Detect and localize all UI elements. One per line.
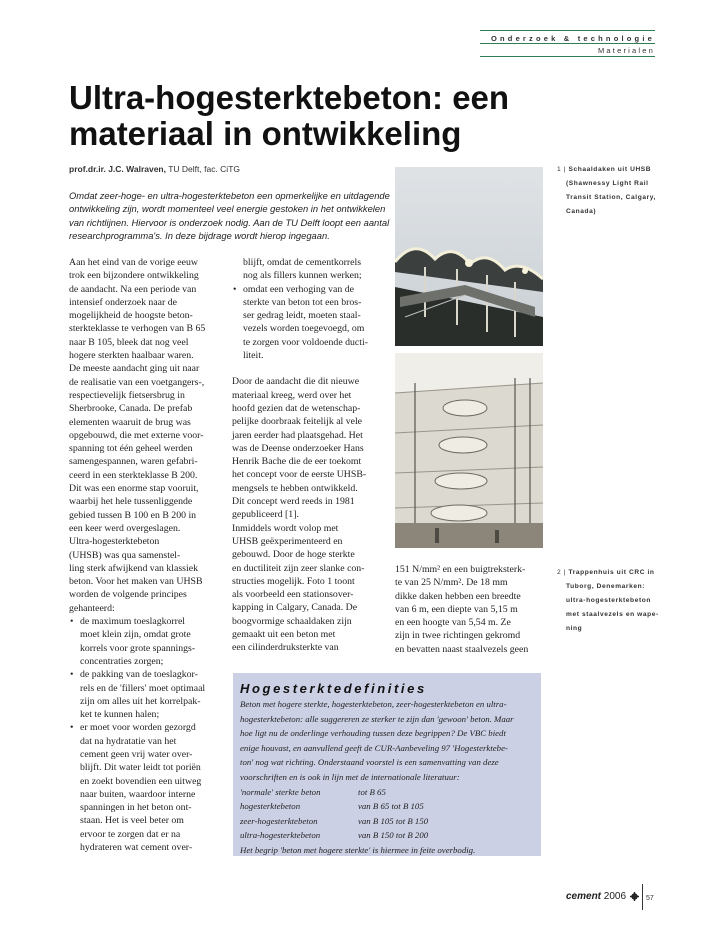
text-line: rels en de 'fillers' moet optimaal bbox=[80, 682, 206, 694]
text-line: mogelijkheid de hoogste beton- bbox=[69, 310, 193, 322]
page-number: 57 bbox=[646, 895, 654, 902]
text-line: naar buiten, waardoor interne bbox=[80, 788, 196, 800]
caption-line: Canada) bbox=[566, 208, 597, 215]
intro-paragraph bbox=[69, 189, 399, 243]
intro-line: researchprogramma's. In deze bijdrage wordt hierop ingegaan. bbox=[69, 230, 330, 242]
text-line: UHSB geëxperimenteerd en bbox=[232, 535, 343, 547]
definition-range: van B 105 tot B 150 bbox=[358, 815, 429, 826]
figure-1-caption bbox=[557, 163, 677, 219]
text-line: en bevatten naast staalvezels geen bbox=[395, 643, 529, 655]
text-line: gepubliceerd [1]. bbox=[232, 509, 299, 521]
intro-line: ontwikkeling zijn, wordt momenteel veel energie gestoken in het ontwikkelen bbox=[69, 203, 386, 215]
intro-line: Omdat zeer-hoge- en ultra-hogesterktebeton een opmerkelijke en uitdagende bbox=[69, 190, 390, 201]
text-line: structies mogelijk. Foto 1 toont bbox=[232, 575, 355, 587]
caption-line: met staalvezels en wape- bbox=[566, 611, 659, 618]
text-line: waarbij het hele tussenliggende bbox=[69, 496, 193, 508]
text-line: naar B 105, bleek dat nog veel bbox=[69, 336, 189, 348]
text-line: intensief onderzoek naar de bbox=[69, 296, 177, 308]
text-line: gemaakt uit een beton met bbox=[232, 629, 336, 641]
caption-line: Tuborg, Denemarken: bbox=[566, 583, 646, 590]
caption-line: (Shawnessy Light Rail bbox=[566, 180, 649, 187]
definitions-table bbox=[240, 785, 428, 843]
text-line: van 6 m, een diepte van 5,15 m bbox=[395, 603, 518, 615]
text-line: beton. Voor het maken van UHSB bbox=[69, 576, 203, 588]
text-line: concentraties zorgen; bbox=[80, 655, 164, 667]
box-title: Hogesterktedefinities bbox=[240, 681, 427, 696]
text-line: een keer werd overgeslagen. bbox=[69, 522, 181, 534]
text-line: sterkte van beton tot een bros- bbox=[243, 296, 362, 308]
text-line: zijn om alles uit het korrelpak- bbox=[80, 695, 201, 707]
text-line: en ductiliteit zijn zeer slanke con- bbox=[232, 562, 365, 574]
text-line: dat na hydratatie van het bbox=[80, 735, 177, 747]
text-line: • de maximum toeslagkorrel bbox=[80, 616, 186, 628]
text-line: staan. Het is veel beter om bbox=[80, 815, 184, 827]
text-line: dikke daken hebben een breedte bbox=[395, 590, 521, 602]
text-line: blijft. Dit water leidt tot poriën bbox=[80, 762, 201, 774]
magazine-name: cement bbox=[566, 891, 602, 902]
text-line: respectievelijk fietsersbrug in bbox=[69, 389, 185, 401]
text-line: cement geen vrij water over- bbox=[80, 748, 193, 760]
title-line-2: materiaal in ontwikkeling bbox=[69, 115, 462, 152]
subsection-label: Materialen bbox=[597, 46, 655, 55]
text-line: de realisatie van een voetgangers-, bbox=[69, 376, 205, 388]
text-line: was de Deense onderzoeker Hans bbox=[232, 442, 364, 454]
column-2 bbox=[232, 256, 392, 655]
gear-icon bbox=[630, 892, 639, 901]
text-line: ton' nog wat richting. Onderstaand voorstel is een samenvatting van deze bbox=[240, 757, 499, 768]
section-label: Onderzoek & technologie bbox=[490, 34, 655, 43]
figure-number: 2 | bbox=[557, 569, 567, 576]
text-line: hoofd gezien dat de wetenschap- bbox=[232, 402, 361, 414]
list-item bbox=[69, 615, 229, 668]
text-line: voorschriften en is ook in lijn met de internationale literatuur: bbox=[240, 771, 460, 782]
text-line: liteit. bbox=[243, 350, 264, 362]
photo-station-canopy bbox=[395, 167, 543, 346]
principles-list-continued bbox=[232, 283, 392, 363]
text-line: ser gedrag leidt, moeten staal- bbox=[243, 310, 361, 322]
text-line: trok een bijzondere ontwikkeling bbox=[69, 270, 199, 282]
author-name: prof.dr.ir. J.C. Walraven, bbox=[69, 164, 166, 174]
text-line: te van 25 N/mm². De 18 mm bbox=[395, 577, 508, 589]
definition-range: van B 150 tot B 200 bbox=[358, 830, 429, 841]
definition-term: hogesterktebeton bbox=[240, 801, 301, 812]
text-line: enige houvast, en aanvullend geeft de CUR-Aanbeveling 97 'Hogesterktebe- bbox=[240, 742, 508, 753]
text-line: de aandacht. Na een periode van bbox=[69, 283, 197, 295]
text-line: een cilinderdruksterkte van bbox=[232, 642, 339, 654]
header-rule-bottom bbox=[480, 56, 655, 57]
text-line: zijn in twee richtingen gekromd bbox=[395, 630, 521, 642]
text-line: korrels voor grote spannings- bbox=[80, 642, 196, 654]
text-line: Henrik Bache die de eer toekomt bbox=[232, 456, 362, 468]
text-line: gehanteerd: bbox=[69, 602, 115, 614]
text-line: Dit concept werd reeds in 1981 bbox=[232, 496, 355, 508]
text-line: jaren eerder had plaatsgehad. Het bbox=[232, 429, 363, 441]
text-line: Beton met hogere sterkte, hogesterktebeton, zeer-hogesterktebeton en ultra- bbox=[240, 699, 507, 709]
text-line: sterkteklasse te verhogen van B 65 bbox=[69, 323, 206, 335]
text-line: hogesterktebeton: alle suggereren ze sterker te zijn dan 'gewoon' beton. Maar bbox=[240, 713, 514, 724]
text-line: gebouwd. Door de hoge sterkte bbox=[232, 549, 355, 561]
footer bbox=[566, 891, 626, 902]
definitions-box bbox=[233, 673, 541, 856]
author-affiliation: TU Delft, fac. CiTG bbox=[166, 164, 240, 174]
text-line: te zorgen voor voldoende ducti- bbox=[243, 336, 368, 348]
text-line: (UHSB) was qua samenstel- bbox=[69, 549, 181, 561]
text-line: als voorbeeld een stationsover- bbox=[232, 589, 354, 601]
caption-line: Trappenhuis uit CRC in bbox=[568, 569, 655, 576]
figure-number: 1 | bbox=[557, 166, 567, 173]
text-line: vezels worden toegevoegd, om bbox=[243, 323, 365, 335]
author-line bbox=[69, 164, 240, 174]
text-line: het concept voor de eerste UHSB- bbox=[232, 469, 367, 481]
caption-line: ultra-hogesterktebeton bbox=[566, 597, 652, 604]
caption-line: Schaaldaken uit UHSB bbox=[568, 166, 652, 173]
photo-staircase bbox=[395, 353, 543, 548]
text-line: hoe ligt nu de onderlinge verhouding tussen deze begrippen? De VBC biedt bbox=[240, 728, 506, 739]
text-line: • de pakking van de toeslagkor- bbox=[80, 669, 198, 681]
header-rule-top bbox=[480, 30, 655, 31]
text-line: Dit was een enorme stap vooruit, bbox=[69, 483, 199, 495]
text-line: hydrateren wat cement over- bbox=[80, 842, 193, 854]
text-line: • er moet voor worden gezorgd bbox=[80, 722, 196, 734]
magazine-year: 2006 bbox=[603, 891, 627, 902]
text-line: Aan het eind van de vorige eeuw bbox=[69, 257, 198, 268]
text-line: hogere sterkten haalbaar waren. bbox=[69, 350, 194, 362]
figure-2-caption bbox=[557, 566, 677, 636]
text-line: kapping in Calgary, Canada. De bbox=[232, 602, 358, 614]
article-title bbox=[69, 80, 509, 152]
text-line: 151 N/mm² en een buigtreksterk- bbox=[395, 564, 526, 575]
text-line: worden de volgende principes bbox=[69, 589, 187, 601]
text-line: • omdat een verhoging van de bbox=[243, 283, 354, 295]
column-3 bbox=[395, 563, 545, 656]
text-line: ling sterk afwijkend van klassiek bbox=[69, 562, 198, 574]
text-line: ket te kunnen halen; bbox=[80, 709, 160, 721]
text-line: Door de aandacht die dit nieuwe bbox=[232, 376, 360, 388]
table-row bbox=[240, 828, 428, 843]
table-row bbox=[240, 799, 428, 814]
text-line: boogvormige schaaldaken zijn bbox=[232, 615, 352, 627]
text-line: elementen waaruit de brug was bbox=[69, 416, 191, 428]
header-rule-mid bbox=[480, 43, 655, 44]
text-line: en een hoogte van 5,54 m. Ze bbox=[395, 617, 511, 629]
text-line: en zoekt bovendien een uitweg bbox=[80, 775, 202, 787]
text-line: samengespannen, waren gefabri- bbox=[69, 456, 198, 468]
text-line: gebied tussen B 100 en B 200 in bbox=[69, 509, 197, 521]
text-line: blijft, omdat de cementkorrels bbox=[243, 257, 362, 268]
definition-term: ultra-hogesterktebeton bbox=[240, 830, 321, 841]
title-line-1: Ultra-hogesterktebeton: een bbox=[69, 79, 510, 116]
text-line: nog als fillers kunnen werken; bbox=[243, 270, 362, 282]
text-line: Ultra-hogesterktebeton bbox=[69, 536, 160, 548]
definition-term: zeer-hogesterktebeton bbox=[240, 815, 318, 826]
box-note: Het begrip 'beton met hogere sterkte' is hiermee in feite overbodig. bbox=[240, 844, 476, 855]
text-line: ervoor te zorgen dat er na bbox=[80, 828, 181, 840]
text-line: moet klein zijn, omdat grote bbox=[80, 629, 191, 641]
principles-list bbox=[69, 615, 229, 854]
caption-line: Transit Station, Calgary, bbox=[566, 194, 656, 201]
text-line: pelijke doorbraak feitelijk al vele bbox=[232, 416, 363, 428]
text-line: spanningen in het beton ont- bbox=[80, 802, 192, 814]
column-1 bbox=[69, 256, 229, 854]
text-line: Sherbrooke, Canada. De prefab bbox=[69, 403, 193, 415]
text-line: mengsels te hebben ontwikkeld. bbox=[232, 482, 358, 494]
caption-line: ning bbox=[566, 625, 583, 632]
list-item bbox=[69, 721, 229, 854]
definition-range: tot B 65 bbox=[358, 786, 386, 797]
text-line: materiaal kreeg, werd over het bbox=[232, 389, 352, 401]
definition-term: 'normale' sterkte beton bbox=[240, 786, 321, 797]
list-item bbox=[232, 283, 392, 363]
text-line: ceerd in een sterkteklasse B 200. bbox=[69, 469, 198, 481]
text-line: opgebouwd, die met externe voor- bbox=[69, 429, 204, 441]
intro-line: van richtlijnen. Hiervoor is onderzoek nodig. Aan de TU Delft loopt een aantal bbox=[69, 216, 390, 228]
text-line: spanning tot één geheel werden bbox=[69, 443, 193, 455]
table-row bbox=[240, 785, 428, 800]
footer-divider bbox=[642, 884, 643, 910]
table-row bbox=[240, 814, 428, 829]
list-item bbox=[69, 668, 229, 721]
definition-range: van B 65 tot B 105 bbox=[358, 801, 424, 812]
text-line: De meeste aandacht ging uit naar bbox=[69, 363, 200, 375]
box-body bbox=[240, 697, 540, 858]
text-line: Inmiddels wordt volop met bbox=[232, 522, 339, 534]
